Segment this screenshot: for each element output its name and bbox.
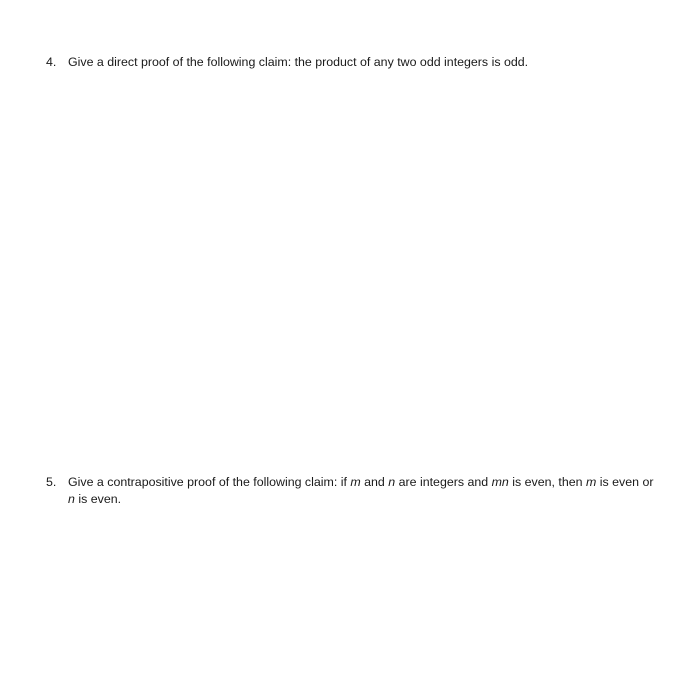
question-4	[46, 54, 676, 71]
variable-m: m	[585, 475, 597, 489]
question-number: 5.	[46, 475, 57, 489]
variable-n: n	[388, 475, 396, 489]
text-segment: and	[360, 475, 389, 489]
text-segment: is even.	[74, 492, 122, 506]
text-segment: Give a contrapositive proof of the following claim: if	[68, 475, 351, 489]
text-segment: is even, then	[508, 475, 586, 489]
text-segment: is even or	[596, 475, 654, 489]
question-number: 4.	[46, 55, 57, 69]
question-5	[46, 474, 676, 508]
variable-n: n	[68, 492, 75, 506]
question-5-line-1	[68, 474, 676, 491]
text-segment: are integers and	[395, 475, 492, 489]
question-5-line-2	[68, 491, 676, 508]
variable-m: m	[350, 475, 361, 489]
variable-mn: mn	[491, 475, 509, 489]
question-text	[68, 474, 676, 508]
question-text	[68, 54, 676, 71]
question-4-text: Give a direct proof of the following claim: the product of any two odd integers is odd.	[68, 55, 529, 69]
